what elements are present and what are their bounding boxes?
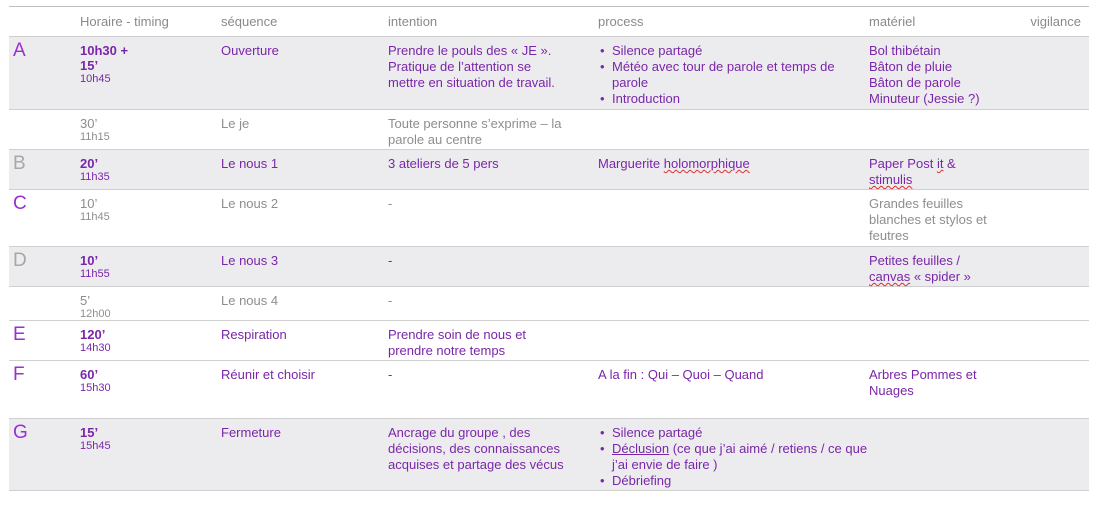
time-duration: 10’: [80, 196, 98, 211]
time-duration: 10h30 + 15’: [80, 43, 129, 73]
sequence-cell: Le nous 4: [221, 293, 279, 308]
table-row: [9, 109, 1089, 149]
time-duration: 20’: [80, 156, 99, 171]
sequence-cell: Réunir et choisir: [221, 367, 315, 382]
intention-cell: Prendre le pouls des « JE ». Pratique de l’attention se mettre en situation de travail.: [388, 43, 555, 90]
spellcheck-word: canvas: [869, 269, 911, 284]
intention-cell: -: [388, 196, 393, 211]
process-cell: [598, 321, 869, 360]
table-header: [9, 7, 1089, 36]
row-key: G: [13, 422, 28, 443]
spellcheck-word: Déclusion: [612, 441, 670, 456]
materiel-cell: [869, 110, 1027, 149]
row-key: A: [13, 40, 26, 61]
process-item: • Silence partagé: [612, 425, 869, 441]
vigilance-cell: [1027, 419, 1089, 490]
process-cell: [598, 190, 869, 246]
process-cell: [598, 419, 869, 490]
intention-cell: Toute personne s’exprime – la parole au centre: [388, 116, 562, 147]
sequence-cell: Ouverture: [221, 43, 279, 58]
time-duration: 60’: [80, 367, 99, 382]
row-key: B: [13, 153, 26, 174]
row-key: C: [13, 193, 27, 214]
time-end: 12h00: [80, 308, 111, 320]
spellcheck-word: it: [936, 156, 944, 171]
intention-cell: -: [388, 367, 393, 382]
table-row: [9, 320, 1089, 360]
row-key: [9, 287, 80, 320]
row-key: E: [13, 324, 26, 345]
row-key: [9, 110, 80, 149]
row-key: D: [13, 250, 27, 271]
sequence-cell: Le je: [221, 116, 250, 131]
vigilance-cell: [1027, 247, 1089, 286]
vigilance-cell: [1027, 37, 1089, 109]
sequence-cell: Le nous 2: [221, 196, 279, 211]
schedule-table: [9, 6, 1089, 491]
vigilance-cell: [1027, 110, 1089, 149]
vigilance-cell: [1027, 361, 1089, 418]
time-duration: 10’: [80, 253, 99, 268]
time-duration: 5’: [80, 293, 91, 308]
materiel-cell: Petites feuilles / canvas « spider »: [869, 253, 971, 284]
vigilance-cell: [1027, 321, 1089, 360]
materiel-cell: [869, 287, 1027, 320]
materiel-cell: Arbres Pommes et Nuages: [869, 367, 977, 398]
intention-cell: Ancrage du groupe , des décisions, des connaissances acquises et partage des vécus: [388, 425, 564, 472]
materiel-cell: [869, 419, 1027, 490]
sequence-cell: Fermeture: [221, 425, 281, 440]
time-end: 11h15: [80, 131, 110, 143]
time-duration: 30’: [80, 116, 98, 131]
intention-cell: Prendre soin de nous et prendre notre temps: [388, 327, 527, 358]
table-row: [9, 246, 1089, 286]
time-duration: 120’: [80, 327, 106, 342]
time-end: 11h55: [80, 268, 110, 280]
time-duration: 15’: [80, 425, 99, 440]
process-cell: [598, 37, 869, 109]
process-item: • Déclusion (ce que j’ai aimé / retiens / ce que j’ai envie de faire ): [612, 441, 869, 473]
header-materiel: matériel: [869, 14, 916, 29]
process-cell: A la fin : Qui – Quoi – Quand: [598, 367, 764, 382]
row-key: F: [13, 364, 25, 385]
materiel-cell: [869, 321, 1027, 360]
process-cell: [598, 110, 869, 149]
materiel-cell: Bol thibétain Bâton de pluie Bâton de parole Minuteur (Jessie ?): [869, 43, 980, 106]
materiel-cell: Paper Post it & stimulis: [869, 156, 956, 187]
process-cell: [598, 247, 869, 286]
spellcheck-word: stimulis: [869, 172, 913, 187]
process-cell: Marguerite holomorphique: [598, 156, 750, 171]
time-end: 11h45: [80, 211, 110, 223]
header-timing: Horaire - timing: [80, 14, 169, 29]
table-row: [9, 360, 1089, 418]
process-cell: [598, 287, 869, 320]
process-item: • Débriefing: [612, 473, 869, 489]
header-sequence: séquence: [221, 14, 278, 29]
header-vigilance: vigilance: [1030, 14, 1081, 29]
table-row: [9, 149, 1089, 189]
time-end: 10h45: [80, 73, 111, 85]
sequence-cell: Le nous 1: [221, 156, 279, 171]
header-intention: intention: [388, 14, 438, 29]
process-item: • Météo avec tour de parole et temps de parole: [612, 59, 869, 91]
process-item: • Silence partagé: [612, 43, 869, 59]
time-end: 14h30: [80, 342, 111, 354]
sequence-cell: Respiration: [221, 327, 287, 342]
vigilance-cell: [1027, 190, 1089, 246]
sequence-cell: Le nous 3: [221, 253, 279, 268]
time-end: 11h35: [80, 171, 110, 183]
table-row: [9, 36, 1089, 109]
time-end: 15h45: [80, 440, 111, 452]
table-row: [9, 418, 1089, 491]
process-item: • Introduction: [612, 91, 869, 107]
intention-cell: -: [388, 253, 393, 268]
intention-cell: -: [388, 293, 393, 308]
header-process: process: [598, 14, 644, 29]
spellcheck-word: holomorphique: [663, 156, 750, 171]
table-row: [9, 189, 1089, 246]
vigilance-cell: [1027, 287, 1089, 320]
time-end: 15h30: [80, 382, 111, 394]
table-row: [9, 286, 1089, 320]
materiel-cell: Grandes feuilles blanches et stylos et feutres: [869, 196, 987, 243]
intention-cell: 3 ateliers de 5 pers: [388, 156, 499, 171]
vigilance-cell: [1027, 150, 1089, 189]
